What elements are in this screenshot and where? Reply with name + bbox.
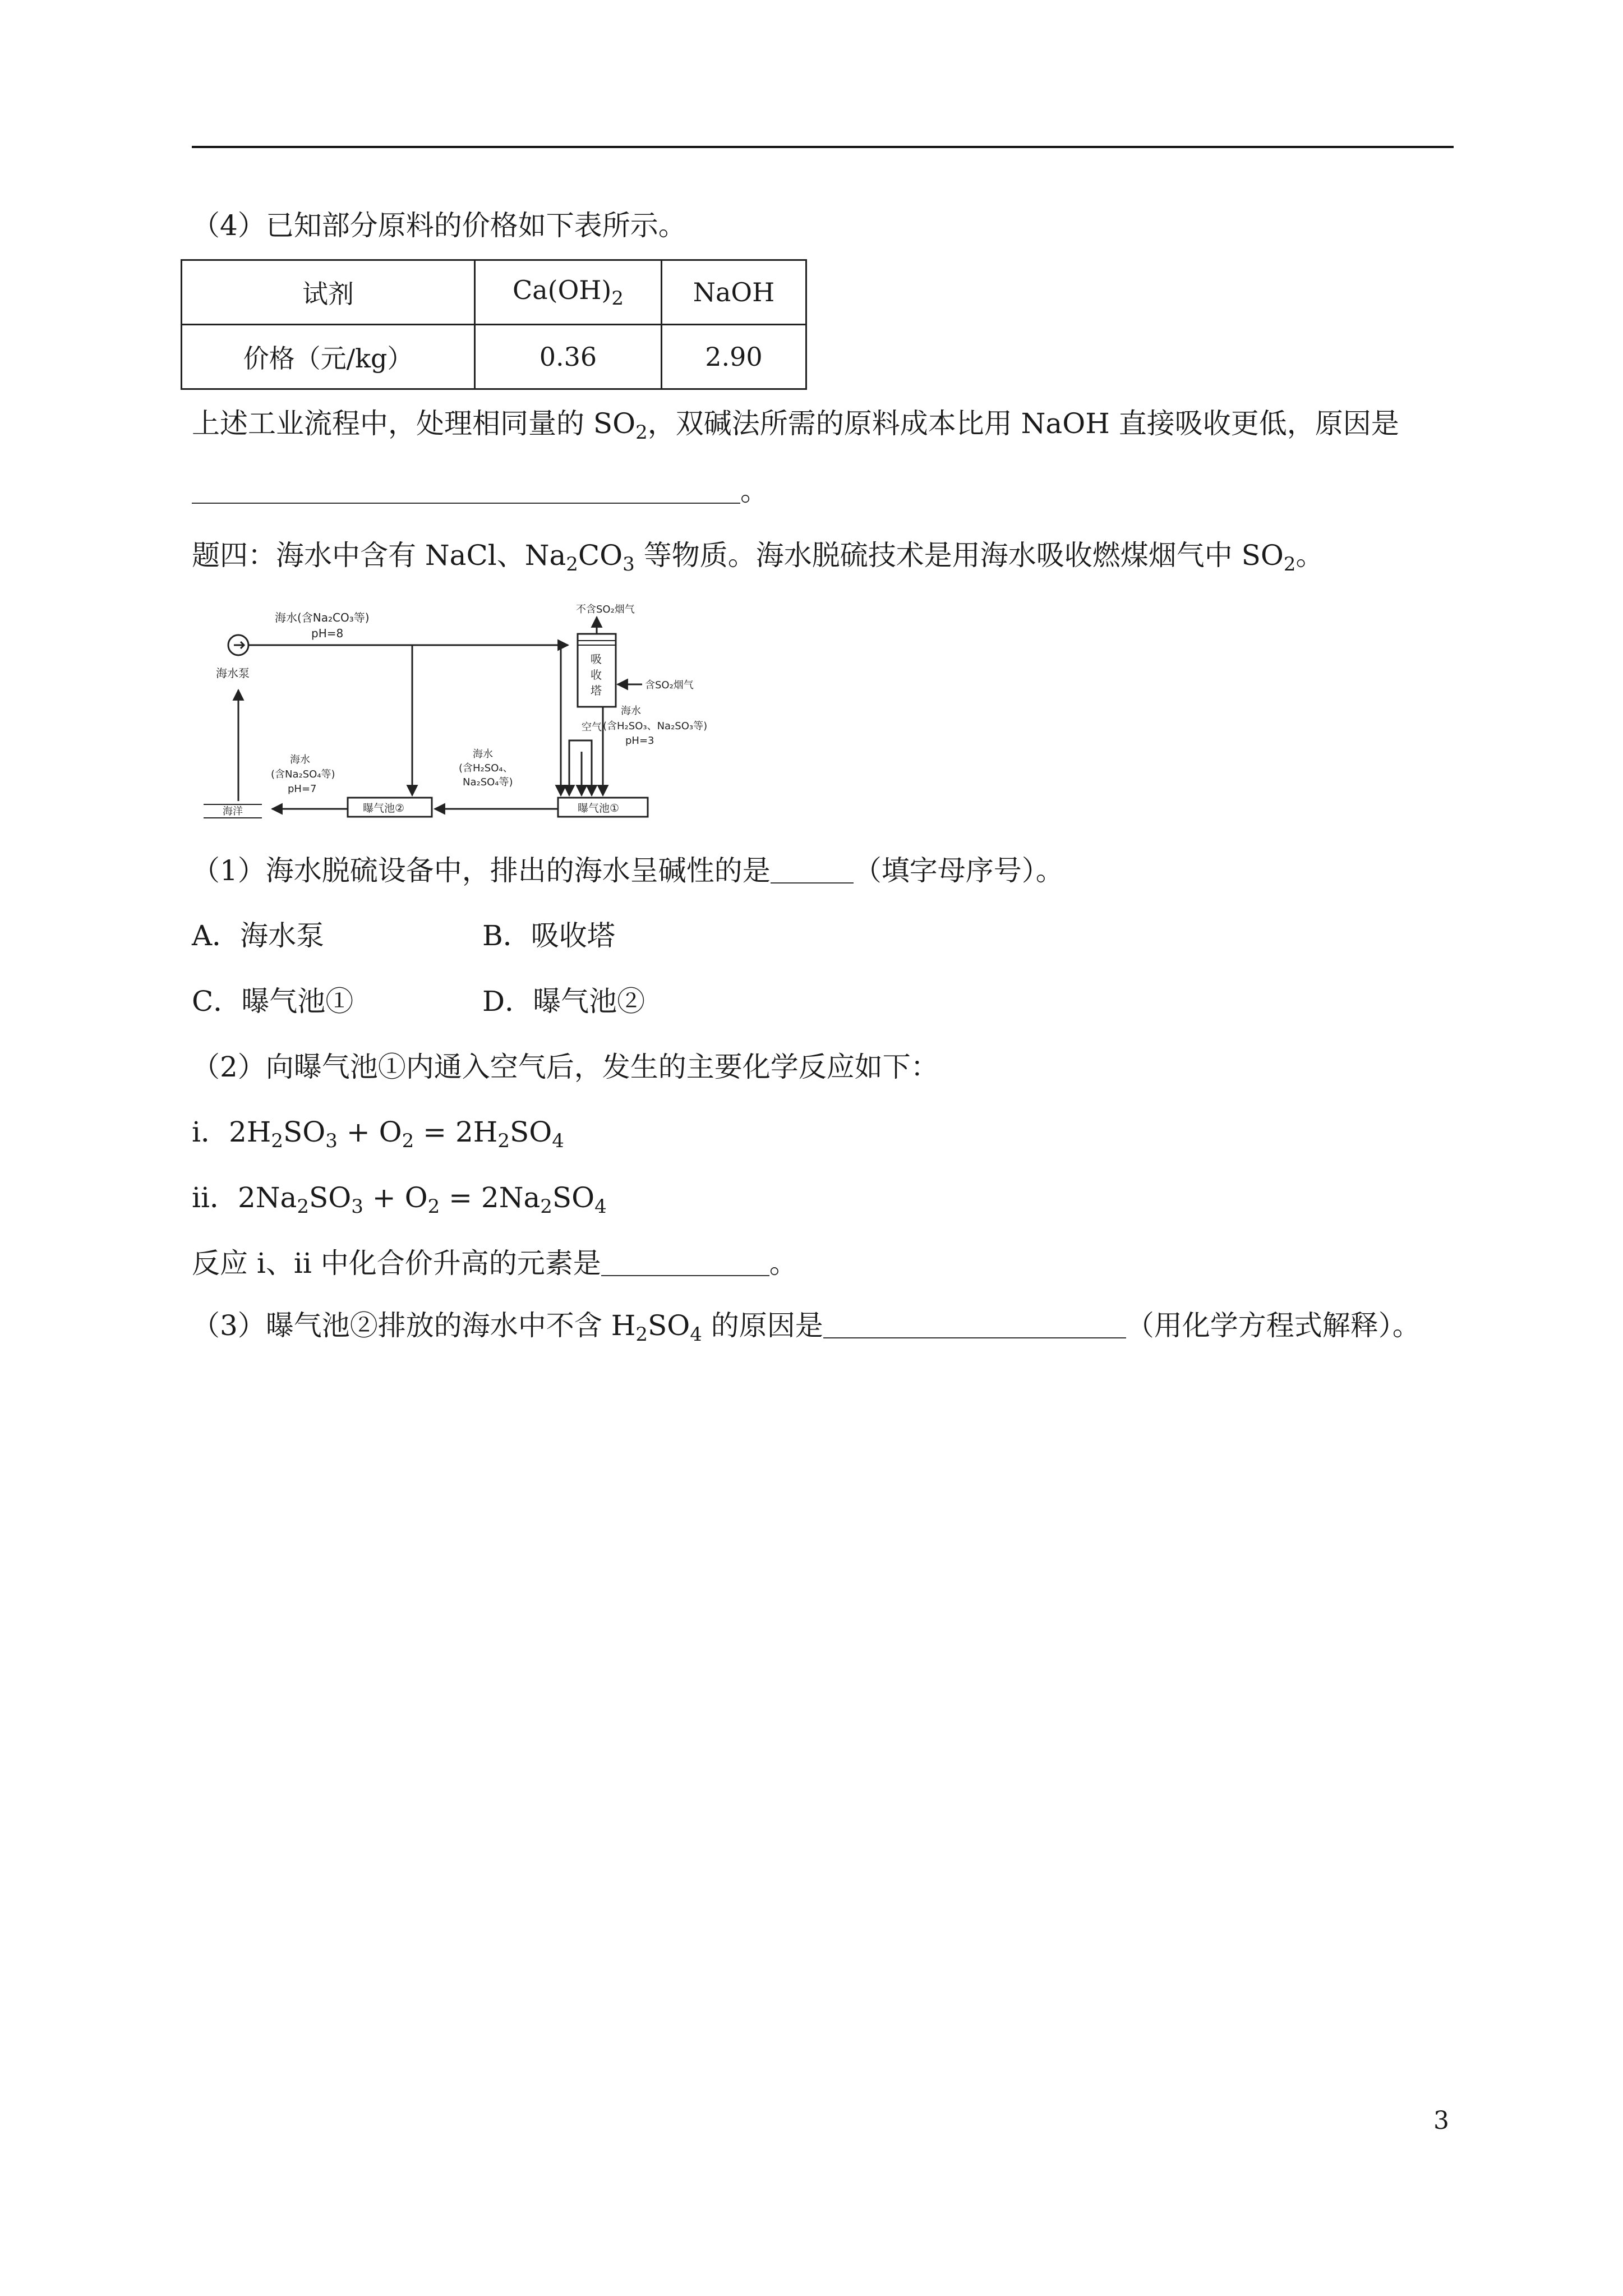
table-cell: 0.36 — [475, 325, 662, 389]
svg-text:曝气池①: 曝气池① — [578, 802, 620, 815]
sub3-question: （3）曝气池②排放的海水中不含 $H_2SO_4$ 的原因是 （用化学方程式解释）。 — [192, 1309, 1421, 1346]
pump-label: 海水泵 — [216, 666, 250, 680]
svg-text:曝气池②: 曝气池② — [363, 802, 405, 815]
svg-text:(含H₂SO₃、Na₂SO₃等): (含H₂SO₃、Na₂SO₃等) — [603, 720, 708, 732]
q4-answer-line: 。 — [192, 474, 768, 508]
ph8-label: pH=8 — [311, 627, 344, 640]
svg-text:塔: 塔 — [591, 684, 602, 697]
table-cell: 价格（元/kg） — [182, 325, 475, 389]
svg-text:海水: 海水 — [621, 705, 641, 717]
seawater-top-label: 海水(含Na₂CO₃等) — [275, 611, 370, 624]
answer-blank[interactable] — [771, 858, 854, 884]
reaction-ii: ii．$2Na_2SO_3 + O_2 = 2Na_2SO_4$ — [192, 1181, 607, 1218]
header-rule — [192, 146, 1454, 148]
desulfurization-flow-diagram — [199, 600, 782, 822]
table-cell: 2.90 — [662, 325, 806, 389]
option-b: B．吸收塔 — [482, 919, 615, 952]
so2-gas-label: 含SO₂烟气 — [645, 679, 694, 691]
option-a: A．海水泵 — [192, 919, 325, 952]
sub2-question: （2）向曝气池①内通入空气后，发生的主要化学反应如下： — [192, 1051, 939, 1083]
price-table — [181, 259, 807, 390]
clean-gas-label: 不含SO₂烟气 — [576, 604, 635, 615]
table-header-cell: NaOH — [662, 260, 806, 325]
sub1-question: （1）海水脱硫设备中，排出的海水呈碱性的是 （填字母序号）。 — [192, 854, 1064, 887]
reaction-i: i．$2H_2SO_3 + O_2 = 2H_2SO_4$ — [192, 1116, 564, 1152]
svg-text:Na₂SO₄等): Na₂SO₄等) — [463, 776, 513, 788]
svg-text:吸: 吸 — [591, 652, 602, 666]
topic4-intro: 题四：海水中含有 NaCl、$Na_2CO_3$ 等物质。海水脱硫技术是用海水吸收燃煤烟气中 $SO_2$。 — [192, 539, 1324, 576]
svg-text:(含H₂SO₄、: (含H₂SO₄、 — [459, 762, 513, 774]
svg-text:海水: 海水 — [290, 754, 310, 766]
svg-text:pH=7: pH=7 — [288, 783, 317, 795]
answer-blank[interactable] — [823, 1313, 1126, 1338]
answer-blank[interactable] — [192, 478, 740, 504]
air-label: 空气 — [582, 721, 602, 733]
sub2-element-question: 反应 i、ii 中化合价升高的元素是 。 — [192, 1247, 797, 1280]
option-d: D．曝气池② — [482, 985, 645, 1018]
answer-blank[interactable] — [601, 1250, 769, 1276]
page-number: 3 — [1433, 2106, 1449, 2135]
svg-text:pH=3: pH=3 — [625, 735, 654, 747]
svg-text:海水: 海水 — [473, 748, 493, 760]
q4-intro: （4）已知部分原料的价格如下表所示。 — [192, 209, 686, 242]
table-row — [182, 260, 806, 325]
q4-question: 上述工业流程中，处理相同量的 $SO_2$，双碱法所需的原料成本比用 NaOH 直接吸收更低，原因是 — [192, 407, 1399, 444]
table-header-cell: $Ca(OH)_2$ — [475, 260, 662, 325]
table-header-cell: 试剂 — [182, 260, 475, 325]
svg-text:收: 收 — [591, 668, 602, 682]
table-row — [182, 325, 806, 389]
svg-text:(含Na₂SO₄等): (含Na₂SO₄等) — [271, 769, 335, 780]
option-c: C．曝气池① — [192, 985, 354, 1018]
caoh2-label: Ca(OH) — [513, 275, 612, 305]
ocean-label: 海洋 — [223, 806, 243, 817]
